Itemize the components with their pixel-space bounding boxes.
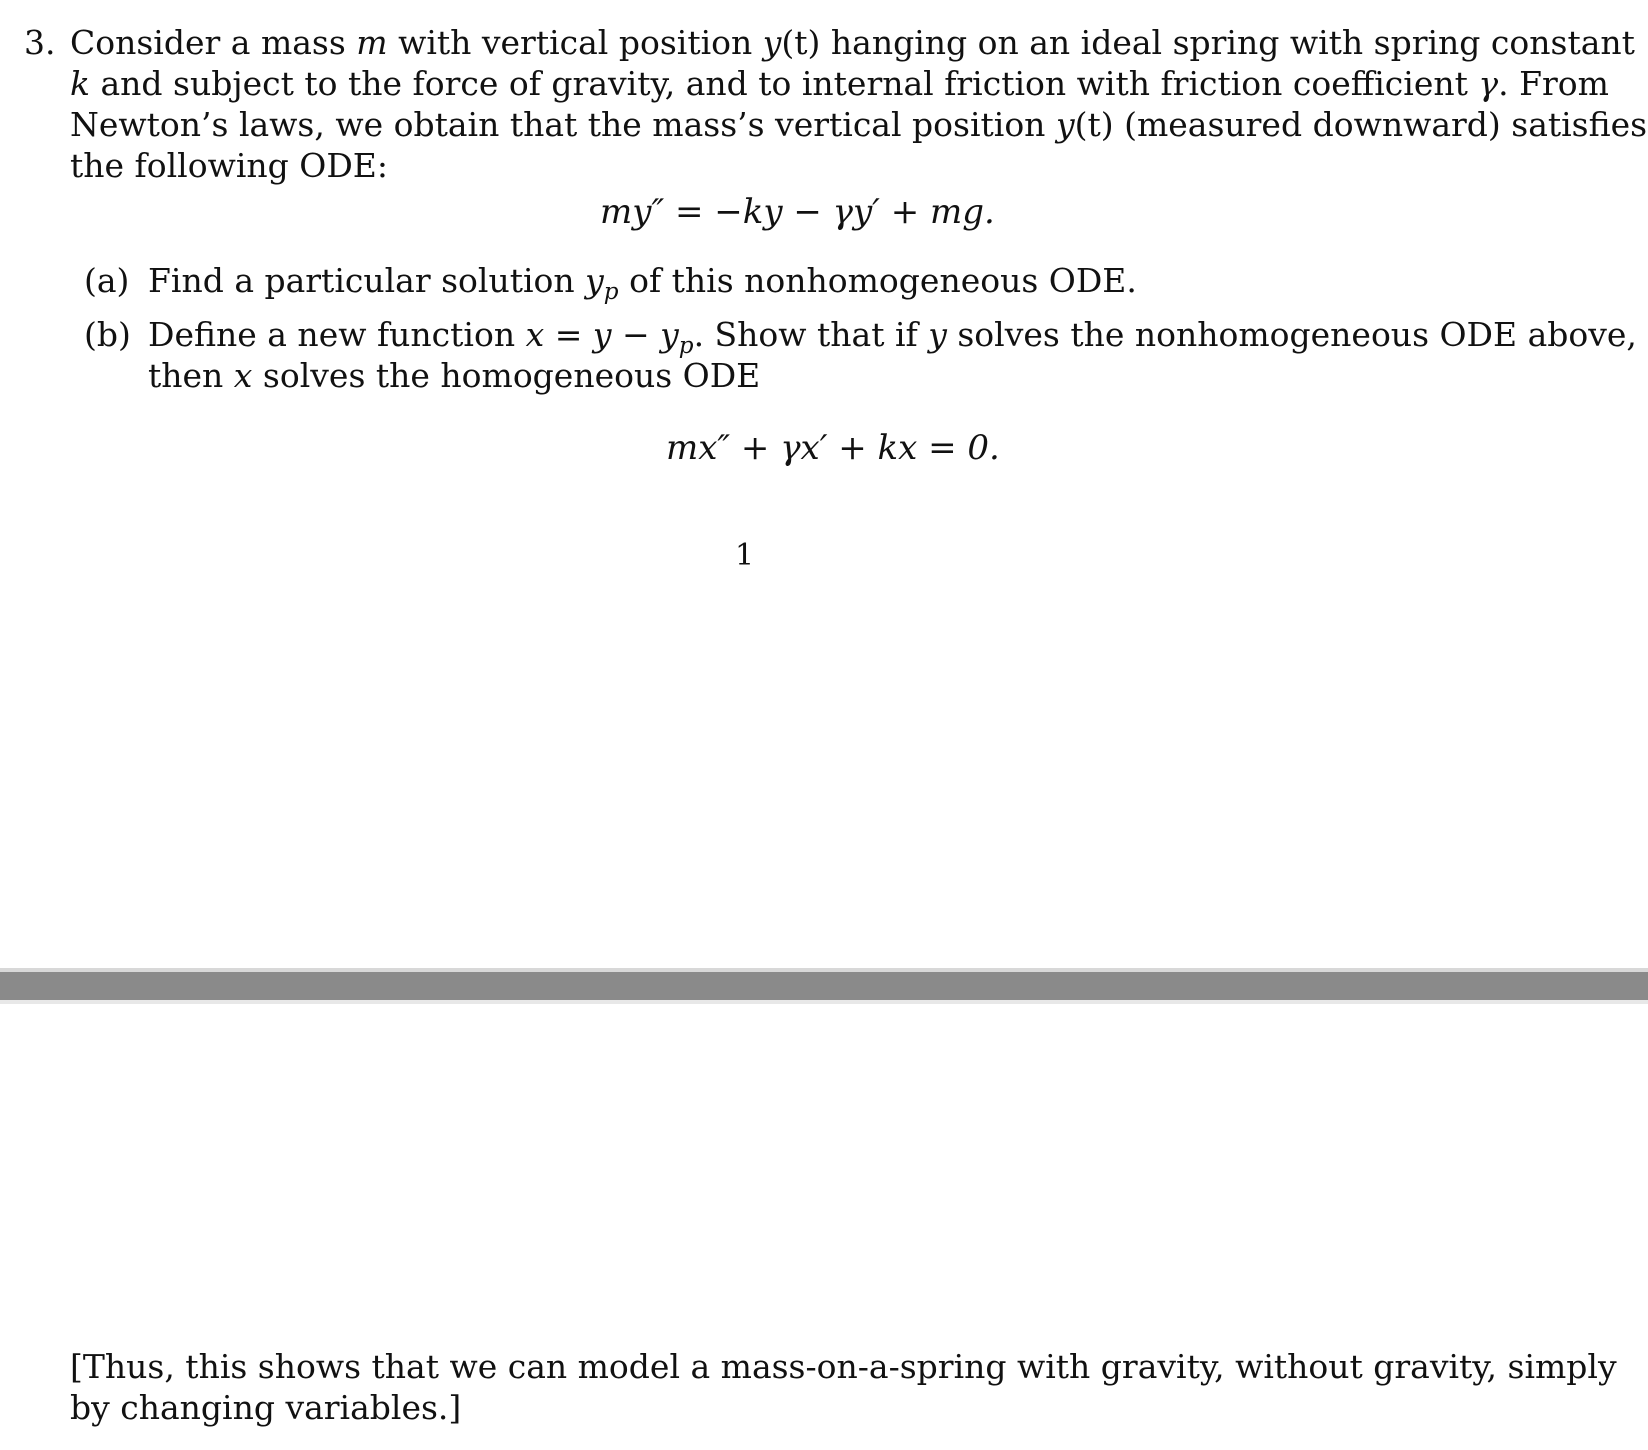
problem-line-2: k and subject to the force of gravity, and to internal friction with friction coefficient γ. From bbox=[70, 64, 1609, 103]
page-2 bbox=[0, 1004, 1648, 1450]
note-line-1: [Thus, this shows that we can model a mass-on-a-spring with gravity, without gravity, simply bbox=[70, 1347, 1617, 1386]
page-number: 1 bbox=[735, 538, 755, 573]
page-divider bbox=[0, 968, 1648, 1004]
problem-line-3: Newton’s laws, we obtain that the mass’s vertical position y(t) (measured downward) satisfies bbox=[70, 105, 1648, 144]
ode-equation: my″ = −ky − γy′ + mg. bbox=[600, 192, 995, 232]
part-a-text: Find a particular solution $y_p$ of this nonhomogeneous ODE. bbox=[148, 261, 1137, 305]
part-b-label: (b) bbox=[84, 315, 131, 354]
problem-line-4: the following ODE: bbox=[70, 146, 388, 185]
homogeneous-ode-equation: mx″ + γx′ + kx = 0. bbox=[666, 428, 1000, 468]
note-line-2: by changing variables.] bbox=[70, 1388, 462, 1427]
problem-number: 3. bbox=[24, 23, 56, 62]
part-b-line-2: then x solves the homogeneous ODE bbox=[148, 356, 761, 395]
part-b-line-1: Define a new function $x = y - y_p$. Show that if y solves the nonhomogeneous ODE above, bbox=[148, 315, 1637, 359]
part-a-label: (a) bbox=[84, 261, 130, 300]
problem-line-1: Consider a mass m with vertical position y(t) hanging on an ideal spring with spring constant bbox=[70, 23, 1635, 62]
